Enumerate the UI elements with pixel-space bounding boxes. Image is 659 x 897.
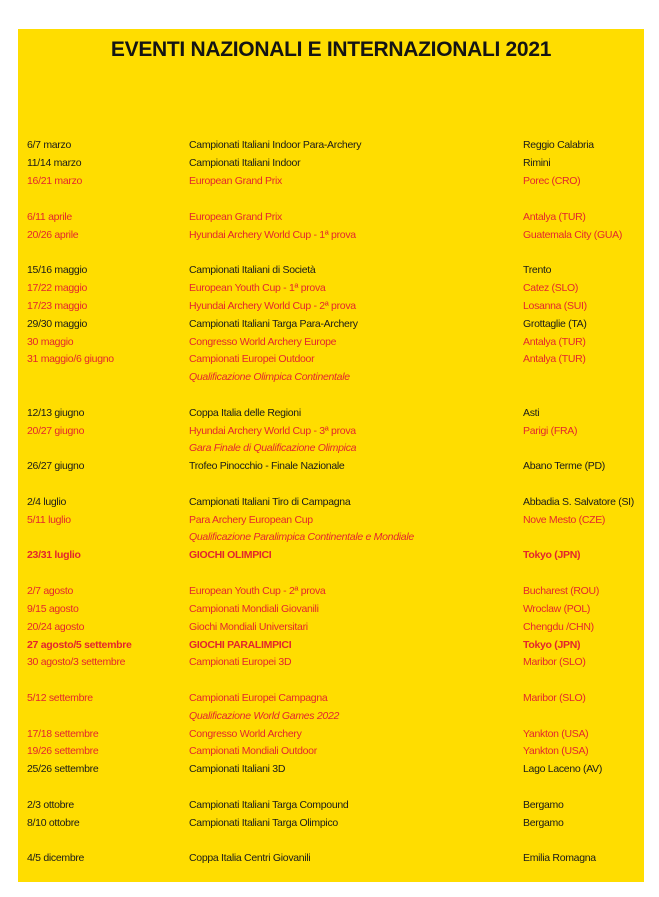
event-place: Rimini bbox=[523, 157, 551, 169]
event-place: Nove Mesto (CZE) bbox=[523, 514, 606, 526]
event-row bbox=[18, 690, 644, 706]
event-row bbox=[18, 619, 644, 635]
event-place: Grottaglie (TA) bbox=[523, 318, 587, 330]
event-place: Bergamo bbox=[523, 799, 564, 811]
event-date: 17/22 maggio bbox=[27, 282, 88, 294]
event-place: Trento bbox=[523, 264, 552, 276]
event-date: 17/18 settembre bbox=[27, 728, 99, 740]
event-name: Hyundai Archery World Cup - 3ª prova bbox=[189, 425, 356, 437]
event-name: Campionati Europei Outdoor bbox=[189, 353, 315, 365]
event-name: European Youth Cup - 2ª prova bbox=[189, 585, 326, 597]
event-row bbox=[18, 547, 644, 563]
event-name: Campionati Mondiali Giovanili bbox=[189, 603, 319, 615]
event-place: Bergamo bbox=[523, 817, 564, 829]
event-name: Campionati Italiani di Società bbox=[189, 264, 316, 276]
event-row bbox=[18, 815, 644, 831]
event-row bbox=[18, 155, 644, 171]
event-date: 31 maggio/6 giugno bbox=[27, 353, 114, 365]
event-place: Wroclaw (POL) bbox=[523, 603, 591, 615]
event-place: Maribor (SLO) bbox=[523, 692, 586, 704]
event-date: 4/5 dicembre bbox=[27, 852, 85, 864]
event-place: Tokyo (JPN) bbox=[523, 639, 581, 651]
event-name: Campionati Italiani Tiro di Campagna bbox=[189, 496, 351, 508]
event-date: 12/13 giugno bbox=[27, 407, 85, 419]
event-name: Gara Finale di Qualificazione Olimpica bbox=[189, 442, 357, 454]
event-row bbox=[18, 583, 644, 599]
event-row bbox=[18, 654, 644, 670]
event-date: 26/27 giugno bbox=[27, 460, 85, 472]
event-name: European Grand Prix bbox=[189, 211, 282, 223]
event-date: 19/26 settembre bbox=[27, 745, 99, 757]
event-place: Porec (CRO) bbox=[523, 175, 581, 187]
event-name: GIOCHI OLIMPICI bbox=[189, 549, 272, 561]
event-name: Congresso World Archery Europe bbox=[189, 336, 337, 348]
event-place: Abbadia S. Salvatore (SI) bbox=[523, 496, 634, 508]
event-name: Qualificazione Olimpica Continentale bbox=[189, 371, 350, 383]
event-row bbox=[18, 334, 644, 350]
event-place: Emilia Romagna bbox=[523, 852, 596, 864]
event-name: Giochi Mondiali Universitari bbox=[189, 621, 308, 633]
event-date: 29/30 maggio bbox=[27, 318, 88, 330]
event-row bbox=[18, 743, 644, 759]
event-row bbox=[18, 369, 644, 385]
event-name: Campionati Italiani 3D bbox=[189, 763, 286, 775]
event-name: Trofeo Pinocchio - Finale Nazionale bbox=[189, 460, 345, 472]
event-date: 20/26 aprile bbox=[27, 229, 79, 241]
event-name: Campionati Italiani Indoor bbox=[189, 157, 301, 169]
event-row bbox=[18, 137, 644, 153]
event-row bbox=[18, 351, 644, 367]
event-name: Campionati Europei 3D bbox=[189, 656, 292, 668]
event-place: Reggio Calabria bbox=[523, 139, 594, 151]
event-row bbox=[18, 227, 644, 243]
event-date: 30 maggio bbox=[27, 336, 74, 348]
event-name: Para Archery European Cup bbox=[189, 514, 313, 526]
event-name: Congresso World Archery bbox=[189, 728, 302, 740]
event-date: 9/15 agosto bbox=[27, 603, 79, 615]
event-place: Guatemala City (GUA) bbox=[523, 229, 623, 241]
event-date: 6/7 marzo bbox=[27, 139, 71, 151]
event-place: Chengdu /CHN) bbox=[523, 621, 594, 633]
event-place: Abano Terme (PD) bbox=[523, 460, 605, 472]
event-name: Campionati Italiani Indoor Para-Archery bbox=[189, 139, 362, 151]
event-row bbox=[18, 797, 644, 813]
event-name: Qualificazione World Games 2022 bbox=[189, 710, 340, 722]
event-name: Qualificazione Paralimpica Continentale e Mondiale bbox=[189, 531, 414, 543]
event-date: 5/12 settembre bbox=[27, 692, 93, 704]
event-place: Asti bbox=[523, 407, 540, 419]
event-row bbox=[18, 512, 644, 528]
event-place: Catez (SLO) bbox=[523, 282, 579, 294]
event-row bbox=[18, 173, 644, 189]
event-date: 27 agosto/5 settembre bbox=[27, 639, 132, 651]
event-row bbox=[18, 761, 644, 777]
event-name: GIOCHI PARALIMPICI bbox=[189, 639, 292, 651]
event-name: Campionati Europei Campagna bbox=[189, 692, 328, 704]
event-date: 25/26 settembre bbox=[27, 763, 99, 775]
event-name: European Youth Cup - 1ª prova bbox=[189, 282, 326, 294]
event-date: 20/27 giugno bbox=[27, 425, 85, 437]
event-place: Losanna (SUI) bbox=[523, 300, 587, 312]
event-place: Yankton (USA) bbox=[523, 745, 589, 757]
event-row bbox=[18, 708, 644, 724]
event-row bbox=[18, 405, 644, 421]
event-row bbox=[18, 262, 644, 278]
event-place: Lago Laceno (AV) bbox=[523, 763, 603, 775]
event-name: Campionati Italiani Targa Compound bbox=[189, 799, 349, 811]
event-name: Campionati Italiani Targa Olimpico bbox=[189, 817, 338, 829]
event-place: Tokyo (JPN) bbox=[523, 549, 581, 561]
event-row bbox=[18, 298, 644, 314]
event-row bbox=[18, 280, 644, 296]
event-row bbox=[18, 316, 644, 332]
event-date: 2/3 ottobre bbox=[27, 799, 74, 811]
event-name: Coppa Italia Centri Giovanili bbox=[189, 852, 311, 864]
event-place: Bucharest (ROU) bbox=[523, 585, 600, 597]
event-date: 2/4 luglio bbox=[27, 496, 67, 508]
event-date: 8/10 ottobre bbox=[27, 817, 80, 829]
calendar-panel bbox=[18, 29, 644, 882]
event-date: 6/11 aprile bbox=[27, 211, 72, 223]
event-name: Coppa Italia delle Regioni bbox=[189, 407, 301, 419]
event-date: 17/23 maggio bbox=[27, 300, 88, 312]
event-place: Antalya (TUR) bbox=[523, 353, 586, 365]
event-name: Campionati Italiani Targa Para-Archery bbox=[189, 318, 358, 330]
event-date: 20/24 agosto bbox=[27, 621, 85, 633]
event-row bbox=[18, 209, 644, 225]
event-row bbox=[18, 458, 644, 474]
event-name: Hyundai Archery World Cup - 2ª prova bbox=[189, 300, 356, 312]
event-date: 23/31 luglio bbox=[27, 549, 81, 561]
event-place: Antalya (TUR) bbox=[523, 336, 586, 348]
event-row bbox=[18, 601, 644, 617]
event-name: European Grand Prix bbox=[189, 175, 282, 187]
event-date: 15/16 maggio bbox=[27, 264, 88, 276]
event-place: Maribor (SLO) bbox=[523, 656, 586, 668]
event-date: 30 agosto/3 settembre bbox=[27, 656, 126, 668]
event-name: Campionati Mondiali Outdoor bbox=[189, 745, 317, 757]
event-place: Parigi (FRA) bbox=[523, 425, 578, 437]
event-row bbox=[18, 850, 644, 866]
event-row bbox=[18, 529, 644, 545]
event-row bbox=[18, 726, 644, 742]
event-date: 5/11 luglio bbox=[27, 514, 71, 526]
event-date: 16/21 marzo bbox=[27, 175, 83, 187]
event-row bbox=[18, 494, 644, 510]
event-name: Hyundai Archery World Cup - 1ª prova bbox=[189, 229, 356, 241]
event-row bbox=[18, 423, 644, 439]
event-row bbox=[18, 637, 644, 653]
event-row bbox=[18, 440, 644, 456]
event-place: Yankton (USA) bbox=[523, 728, 589, 740]
event-date: 2/7 agosto bbox=[27, 585, 74, 597]
page-title: EVENTI NAZIONALI E INTERNAZIONALI 2021 bbox=[110, 38, 552, 61]
event-place: Antalya (TUR) bbox=[523, 211, 586, 223]
event-date: 11/14 marzo bbox=[27, 157, 82, 169]
